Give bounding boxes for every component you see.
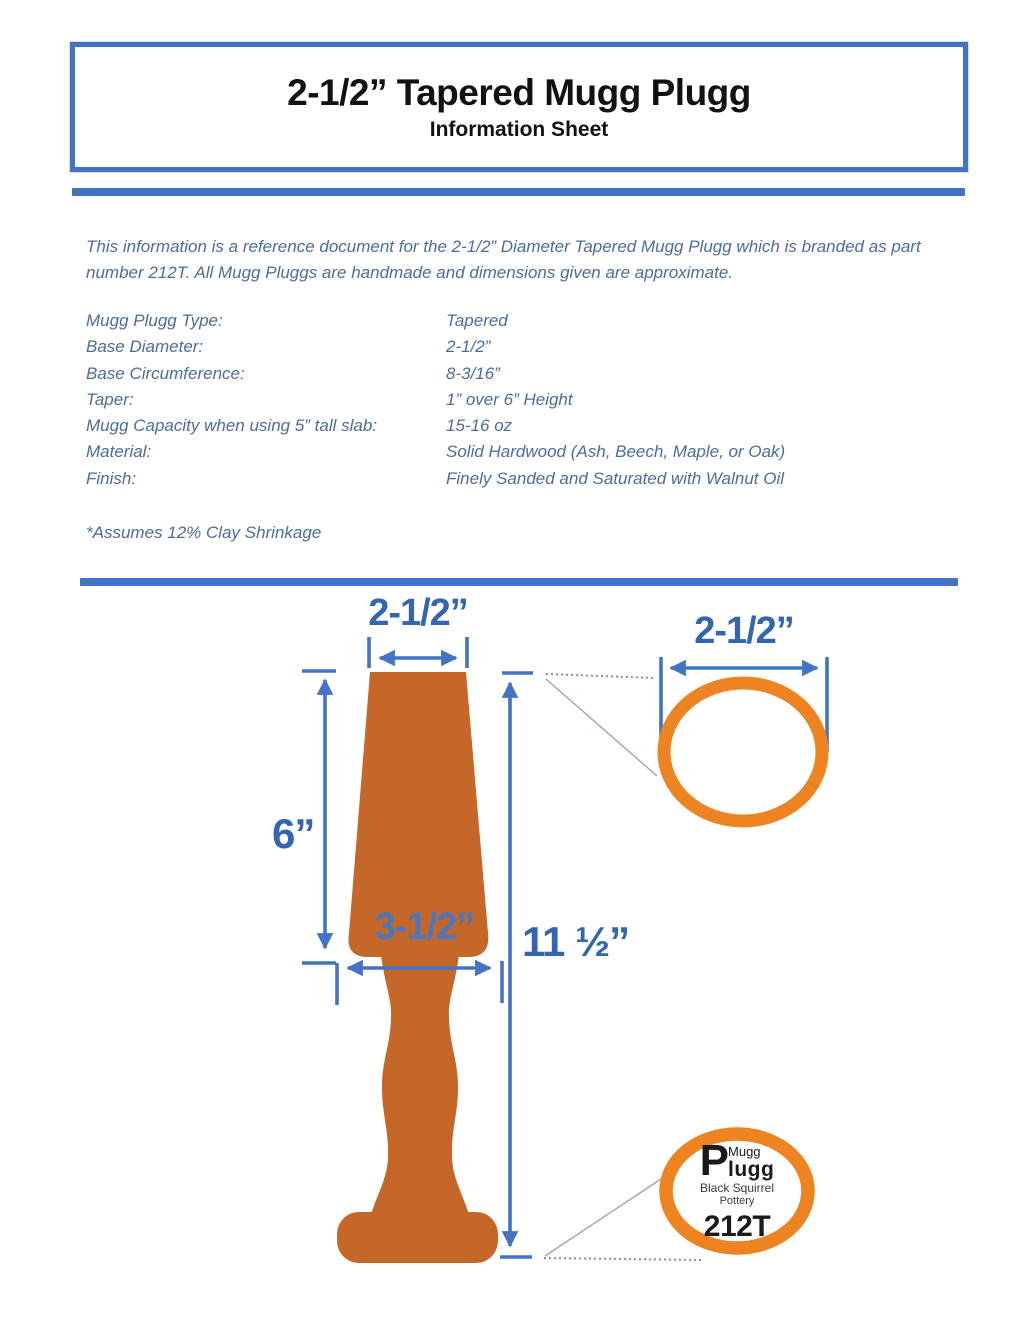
logo-p-glyph: P — [699, 1136, 728, 1185]
mugg-plugg-logo — [668, 1136, 806, 1244]
spec-value: 1” over 6” Height — [446, 389, 573, 409]
spec-value: Finely Sanded and Saturated with Walnut Oil — [446, 468, 784, 488]
spec-value: 15-16 oz — [446, 416, 513, 436]
spec-label: Mugg Plugg Type: — [86, 310, 223, 330]
top-view-diameter-label: 2-1/2” — [694, 610, 794, 652]
page-subtitle: Information Sheet — [429, 118, 609, 141]
spec-value: 8-3/16” — [446, 363, 500, 383]
base-width-label: 3-1/2” — [374, 906, 475, 948]
logo-brand-line1: Black Squirrel — [699, 1181, 775, 1195]
top-width-label: 2-1/2” — [368, 592, 468, 634]
spec-label: Mugg Capacity when using 5” tall slab: — [86, 416, 378, 436]
top-width-dimension — [369, 637, 467, 668]
page-title: 2-1/2” Tapered Mugg Plugg — [287, 72, 751, 113]
spec-value: Tapered — [446, 310, 508, 330]
spec-value: 2-1/2” — [446, 337, 491, 357]
spec-label: Material: — [86, 442, 152, 462]
logo-wordmark — [699, 1136, 775, 1185]
logo-word-lugg: lugg — [728, 1158, 775, 1181]
shrinkage-note: *Assumes 12% Clay Shrinkage — [86, 523, 322, 542]
logo-word-mugg: Mugg — [728, 1144, 761, 1159]
spec-label: Taper: — [86, 389, 134, 409]
taper-height-label: 6” — [272, 810, 315, 857]
plug-top-view-ring — [664, 683, 822, 821]
spec-label: Finish: — [86, 468, 137, 488]
logo-brand-line2: Pottery — [719, 1195, 755, 1208]
part-number: 212T — [703, 1210, 771, 1244]
intro-paragraph: This information is a reference document for the 2-1/2” Diameter Tapered Mugg Plugg which is branded as part number 212T. All Mugg Pluggs are handmade and dimensions given are approximate. — [86, 237, 921, 283]
spec-label: Base Circumference: — [86, 363, 245, 383]
spec-label: Base Diameter: — [86, 337, 204, 357]
spec-value: Solid Hardwood (Ash, Beech, Maple, or Oak) — [446, 442, 786, 462]
overall-height-label: 11 ½” — [522, 918, 630, 965]
